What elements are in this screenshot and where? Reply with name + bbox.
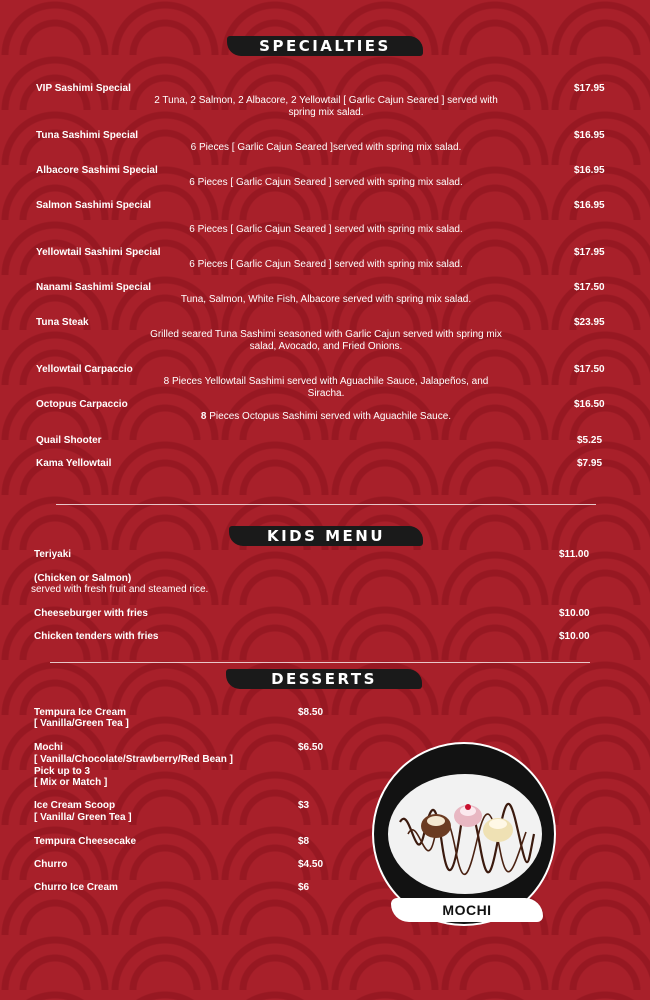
menu-item-price: $5.25 xyxy=(577,435,603,446)
menu-item-description: 6 Pieces [ Garlic Cajun Seared ]served with spring mix salad. xyxy=(190,142,462,153)
menu-item-option: (Chicken or Salmon) xyxy=(34,573,132,584)
dessert-option: [ Vanilla/ Green Tea ] xyxy=(34,812,132,823)
menu-item-price: $16.95 xyxy=(574,200,605,211)
menu-item-name: Yellowtail Carpaccio xyxy=(36,364,133,375)
menu-item-price: $11.00 xyxy=(559,549,590,560)
menu-item-price: $17.50 xyxy=(574,364,605,375)
kids-menu-heading: KIDS MENU xyxy=(229,526,423,546)
dessert-name: Churro Ice Cream xyxy=(34,882,118,893)
dessert-option: [ Vanilla/Chocolate/Strawberry/Red Bean ] xyxy=(34,754,233,765)
dessert-name: Tempura Ice Cream xyxy=(34,707,127,718)
dessert-name: Tempura Cheesecake xyxy=(34,836,137,847)
dessert-price: $6 xyxy=(298,882,310,893)
specialties-heading: SPECIALTIES xyxy=(227,36,423,56)
menu-item-price: $10.00 xyxy=(559,631,590,642)
dessert-price: $8.50 xyxy=(298,707,324,718)
menu-item-name: VIP Sashimi Special xyxy=(36,83,131,94)
menu-item-name: Albacore Sashimi Special xyxy=(36,165,158,176)
section-divider xyxy=(56,504,596,505)
menu-item-description: 6 Pieces [ Garlic Cajun Seared ] served with spring mix salad. xyxy=(189,177,463,188)
menu-item-name: Tuna Steak xyxy=(36,317,89,328)
dessert-option: Pick up to 3 xyxy=(34,766,91,777)
description-text: Pieces Octopus Sashimi served with Aguachile Sauce. xyxy=(206,411,452,422)
menu-item-description: 6 Pieces [ Garlic Cajun Seared ] served with spring mix salad. xyxy=(189,259,463,270)
mochi-dessert-illustration xyxy=(388,774,542,894)
menu-item-description: 6 Pieces [ Garlic Cajun Seared ] served with spring mix salad. xyxy=(189,224,463,235)
menu-item-name: Octopus Carpaccio xyxy=(36,399,128,410)
menu-item-price: $23.95 xyxy=(574,317,605,328)
menu-item-description: Tuna, Salmon, White Fish, Albacore served with spring mix salad. xyxy=(180,294,472,305)
dessert-name: Mochi xyxy=(34,742,63,753)
menu-item-name: Kama Yellowtail xyxy=(36,458,112,469)
dessert-option: [ Mix or Match ] xyxy=(34,777,108,788)
menu-item-name: Tuna Sashimi Special xyxy=(36,130,139,141)
dessert-name: Churro xyxy=(34,859,68,870)
dessert-price: $4.50 xyxy=(298,859,324,870)
dessert-price: $6.50 xyxy=(298,742,324,753)
menu-item-price: $17.95 xyxy=(574,247,605,258)
menu-item-description: Grilled seared Tuna Sashimi seasoned with Garlic Cajun served with spring mix salad, Avocado, and Fried Onions. xyxy=(150,329,502,352)
piece-count: 8 xyxy=(200,411,207,422)
menu-item-price: $16.50 xyxy=(574,399,605,410)
section-divider xyxy=(50,662,590,663)
menu-item-name: Quail Shooter xyxy=(36,435,102,446)
menu-item-description: served with fresh fruit and steamed rice. xyxy=(31,584,209,595)
menu-item-description xyxy=(148,411,504,423)
menu-item-price: $17.95 xyxy=(574,83,605,94)
menu-item-name: Teriyaki xyxy=(34,549,72,560)
dessert-price: $8 xyxy=(298,836,310,847)
menu-item-name: Yellowtail Sashimi Special xyxy=(36,247,161,258)
menu-item-price: $16.95 xyxy=(574,130,605,141)
menu-item-name: Nanami Sashimi Special xyxy=(36,282,152,293)
mochi-photo-label: MOCHI xyxy=(391,898,543,922)
menu-item-price: $10.00 xyxy=(559,608,590,619)
menu-item-name: Chicken tenders with fries xyxy=(34,631,159,642)
menu-item-price: $16.95 xyxy=(574,165,605,176)
desserts-heading: DESSERTS xyxy=(226,669,422,689)
plate-image xyxy=(388,774,542,894)
menu-item-price: $7.95 xyxy=(577,458,603,469)
menu-item-name: Salmon Sashimi Special xyxy=(36,200,152,211)
dessert-price: $3 xyxy=(298,800,310,811)
dessert-option: [ Vanilla/Green Tea ] xyxy=(34,718,129,729)
menu-item-description: 8 Pieces Yellowtail Sashimi served with Aguachile Sauce, Jalapeños, and Siracha. xyxy=(163,376,489,399)
menu-item-description: 2 Tuna, 2 Salmon, 2 Albacore, 2 Yellowtail [ Garlic Cajun Seared ] served with spring mix salad. xyxy=(154,95,498,118)
dessert-name: Ice Cream Scoop xyxy=(34,800,116,811)
menu-item-price: $17.50 xyxy=(574,282,605,293)
menu-item-name: Cheeseburger with fries xyxy=(34,608,148,619)
